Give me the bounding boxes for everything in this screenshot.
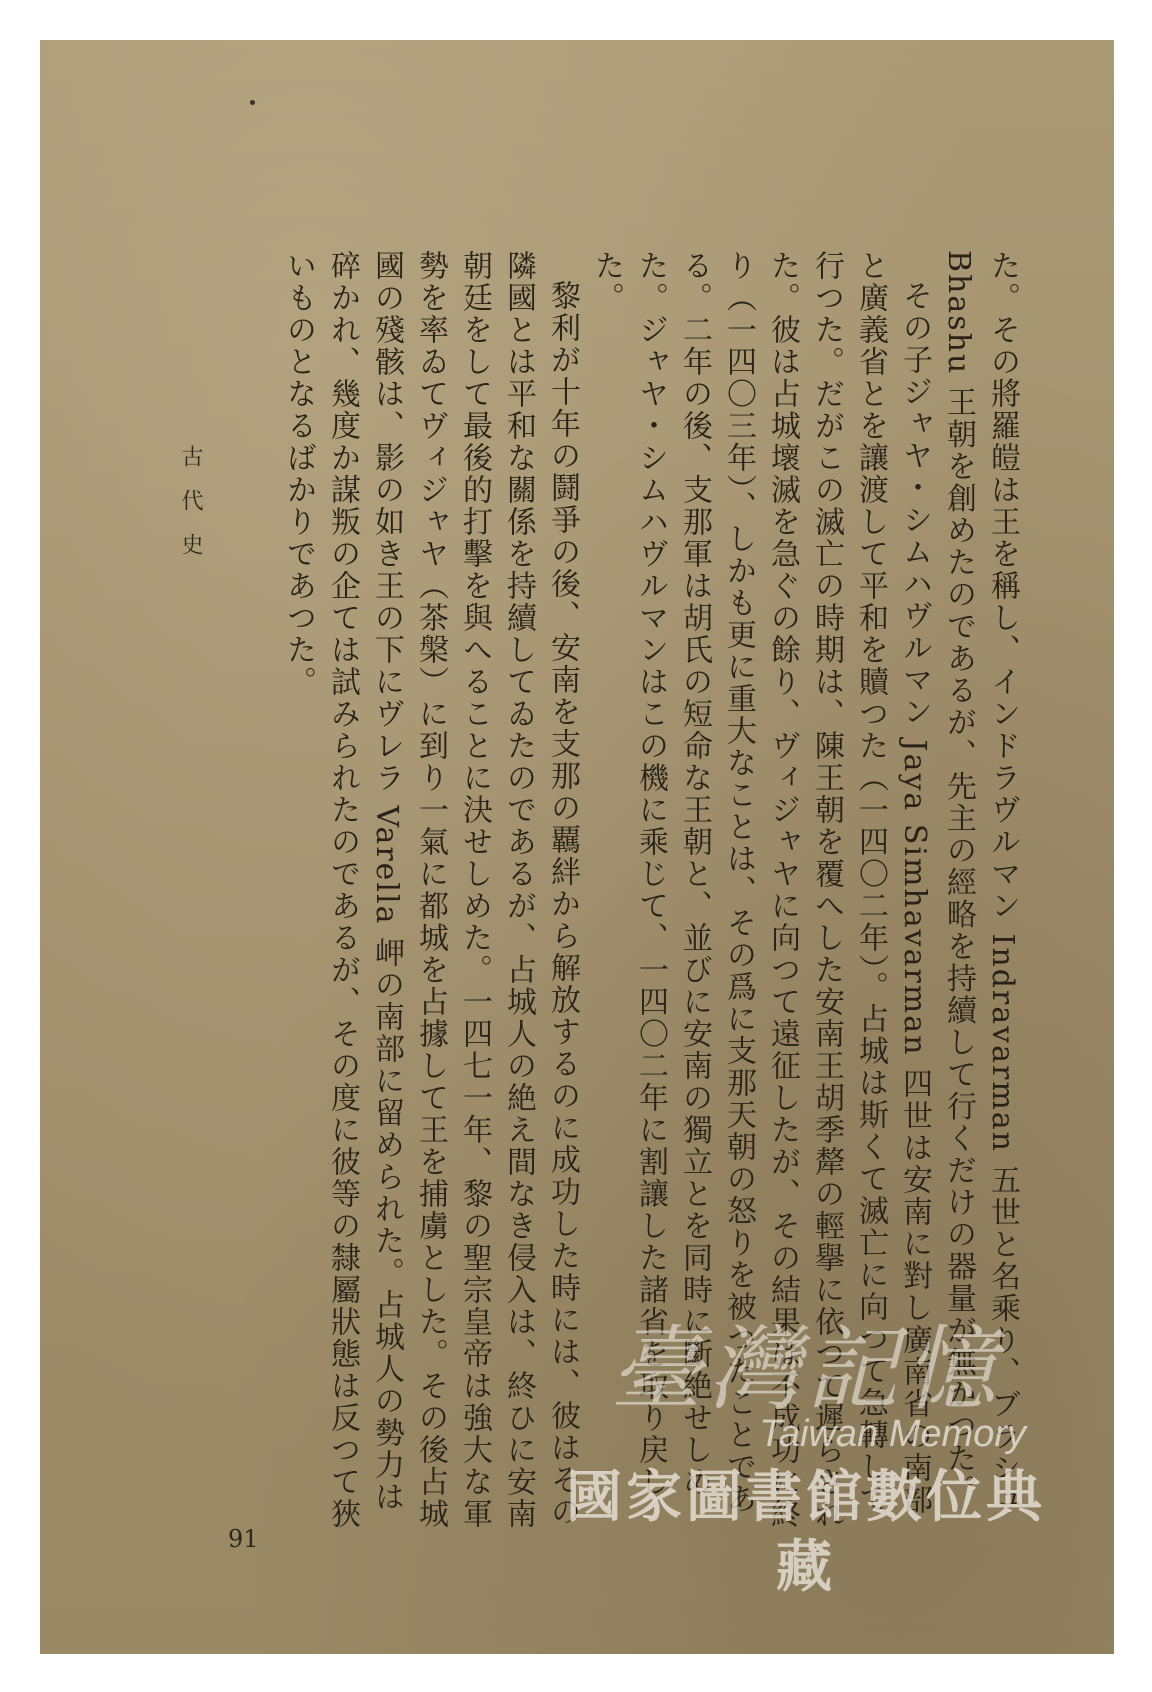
paragraph-2: その子ジャヤ・シムハヴルマン Jaya Simhavarman 四世は安南に對し廣南省の南部と廣義省とを讓渡して平和を贖つた（一四〇二年）。占城は斯くて滅亡に向つて急轉して行つた。だがこの滅亡の時期は、陳王朝を覆へした安南王胡季犛の輕擧に依つて遲らされた。彼は占城壞滅を急ぐの餘り、ヴィジャヤに向つて遠征したが、その結果は不成功に終り（一四〇三年）、しかも更に重大なことは、その爲に支那天朝の怒りを被つたことである。二年の後、支那軍は胡氏の短命な王朝と、並びに安南の獨立とを同時に斷絶せしめた。ジャヤ・シムハヴルマンはこの機に乘じて、一四〇二年に割讓した諸省を取り戻した。	[589, 250, 932, 1530]
paragraph-1: た。その將羅皚は王を稱し、インドラヴルマン Indravarman 五世と名乘り、ブラシュ Bhashu 王朝を創めたのであるが、先主の經略を持續して行くだけの器量が無かつた。	[941, 250, 1020, 1517]
watermark	[546, 1316, 1066, 1602]
watermark-latin: Taiwan Memory	[759, 1413, 1026, 1455]
running-title: 古代史	[178, 445, 203, 577]
page-number: 91	[228, 1525, 259, 1553]
watermark-institution: 國家圖書館數位典藏	[566, 1465, 1046, 1598]
paragraph-3: 黎利が十年の鬪爭の後、安南を支那の覊絆から解放するのに成功した時には、彼はその隣國とは平和な關係を持續してゐたのであるが、占城人の絶え間なき侵入は、終ひに安南朝廷をして最後的打擊を與へることに決せしめた。一四七一年、黎の聖宗皇帝は強大な軍勢を率ゐてヴィジャヤ（茶槃）に到り一氣に都城を占據して王を捕虜とした。その後占城國の殘骸は、影の如き王の下にヴレラ Varella 岬の南部に留められた。占城人の勢力は碎かれ、幾度か謀叛の企ては試みられたのであるが、その度に彼等の隸屬狀態は反つて狹いものとなるばかりであつた。	[281, 250, 580, 1530]
ink-speck	[250, 100, 255, 105]
watermark-calligraphy: 臺灣記憶	[609, 1316, 1002, 1423]
document-page	[40, 40, 1114, 1654]
